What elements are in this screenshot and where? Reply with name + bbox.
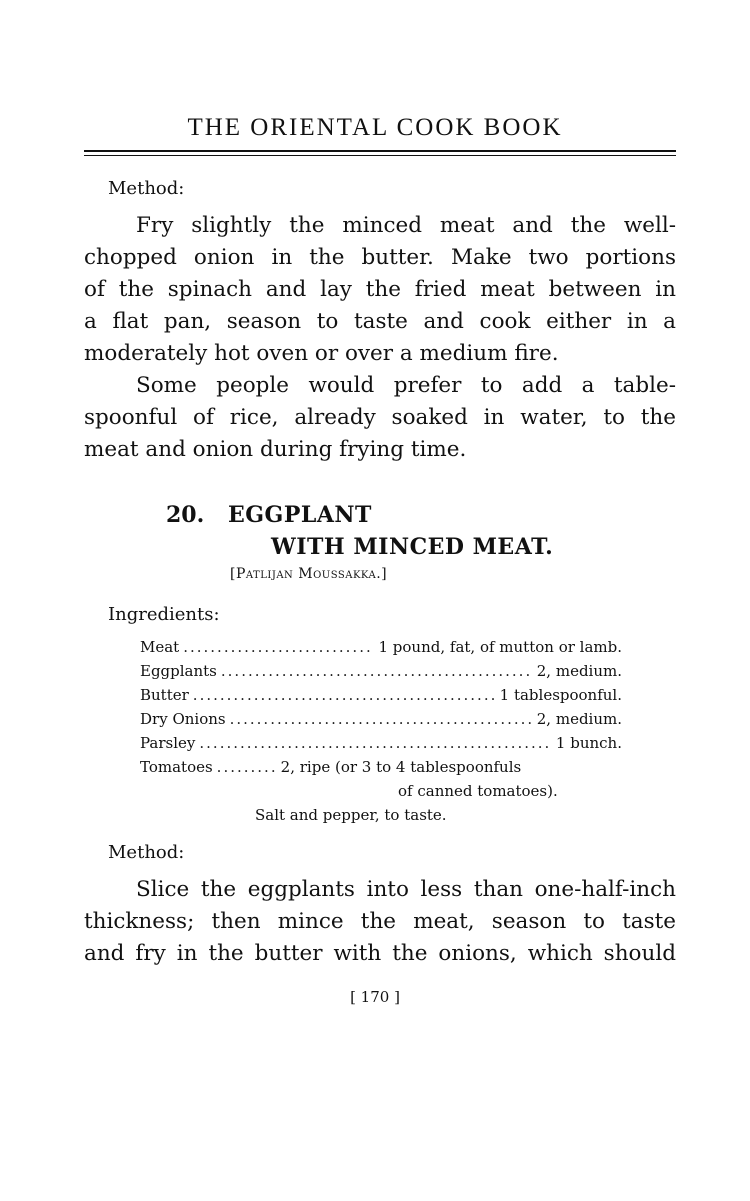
ingredient-row bbox=[140, 710, 622, 734]
ingredient-name: Dry Onions bbox=[140, 710, 226, 728]
method-text-line: of the spinach and lay the fried meat between in bbox=[84, 277, 676, 302]
ingredient-amount: 2, medium. bbox=[536, 662, 622, 680]
running-head: THE ORIENTAL COOK BOOK bbox=[187, 114, 563, 141]
ingredient-row bbox=[140, 686, 622, 710]
ingredient-amount: 1 bunch. bbox=[555, 734, 622, 752]
ingredients-label: Ingredients: bbox=[108, 604, 220, 625]
method-text-line: a flat pan, season to taste and cook either in a bbox=[84, 309, 676, 334]
ingredient-name: Parsley bbox=[140, 734, 196, 752]
ingredient-row bbox=[140, 758, 622, 782]
leader-dots bbox=[193, 686, 496, 704]
ingredient-row bbox=[140, 638, 622, 662]
method-text-line: Slice the eggplants into less than one-half-inch bbox=[136, 877, 676, 902]
method-label: Method: bbox=[108, 178, 185, 199]
leader-dots bbox=[221, 662, 533, 680]
header-rule-top bbox=[84, 150, 676, 152]
ingredient-seasoning: Salt and pepper, to taste. bbox=[255, 806, 447, 824]
method-text-line: spoonful of rice, already soaked in water, to the bbox=[84, 405, 676, 430]
ingredient-amount: 2, ripe (or 3 to 4 tablespoonfuls bbox=[280, 758, 522, 776]
method-text-line: Some people would prefer to add a table- bbox=[136, 373, 676, 398]
ingredient-amount: 2, medium. bbox=[536, 710, 622, 728]
method-text-line: Fry slightly the minced meat and the well- bbox=[136, 213, 676, 238]
method-text-line: and fry in the butter with the onions, which should bbox=[84, 941, 676, 966]
ingredient-name: Eggplants bbox=[140, 662, 217, 680]
method-text-line: thickness; then mince the meat, season to taste bbox=[84, 909, 676, 934]
leader-dots bbox=[230, 710, 533, 728]
page-number: [ 170 ] bbox=[350, 988, 400, 1006]
ingredient-amount: 1 pound, fat, of mutton or lamb. bbox=[378, 638, 622, 656]
leader-dots bbox=[183, 638, 374, 656]
leader-dots bbox=[217, 758, 277, 776]
recipe-title: EGGPLANT bbox=[228, 502, 372, 528]
ingredient-amount: 1 tablespoonful. bbox=[499, 686, 622, 704]
leader-dots bbox=[199, 734, 552, 752]
ingredient-name: Tomatoes bbox=[140, 758, 213, 776]
ingredient-row bbox=[140, 734, 622, 758]
method-label: Method: bbox=[108, 842, 185, 863]
header-rule-bottom bbox=[84, 155, 676, 156]
method-text-line: chopped onion in the butter. Make two portions bbox=[84, 245, 676, 270]
recipe-title: WITH MINCED MEAT. bbox=[271, 534, 554, 560]
method-text-line: meat and onion during frying time. bbox=[84, 437, 467, 462]
recipe-subtitle: [Patlijan Moussakka.] bbox=[230, 566, 388, 582]
ingredient-continuation: of canned tomatoes). bbox=[398, 782, 558, 800]
ingredient-name: Meat bbox=[140, 638, 180, 656]
method-text-line: moderately hot oven or over a medium fire. bbox=[84, 341, 559, 366]
ingredient-row bbox=[140, 662, 622, 686]
ingredient-name: Butter bbox=[140, 686, 189, 704]
recipe-number: 20. bbox=[166, 502, 205, 528]
